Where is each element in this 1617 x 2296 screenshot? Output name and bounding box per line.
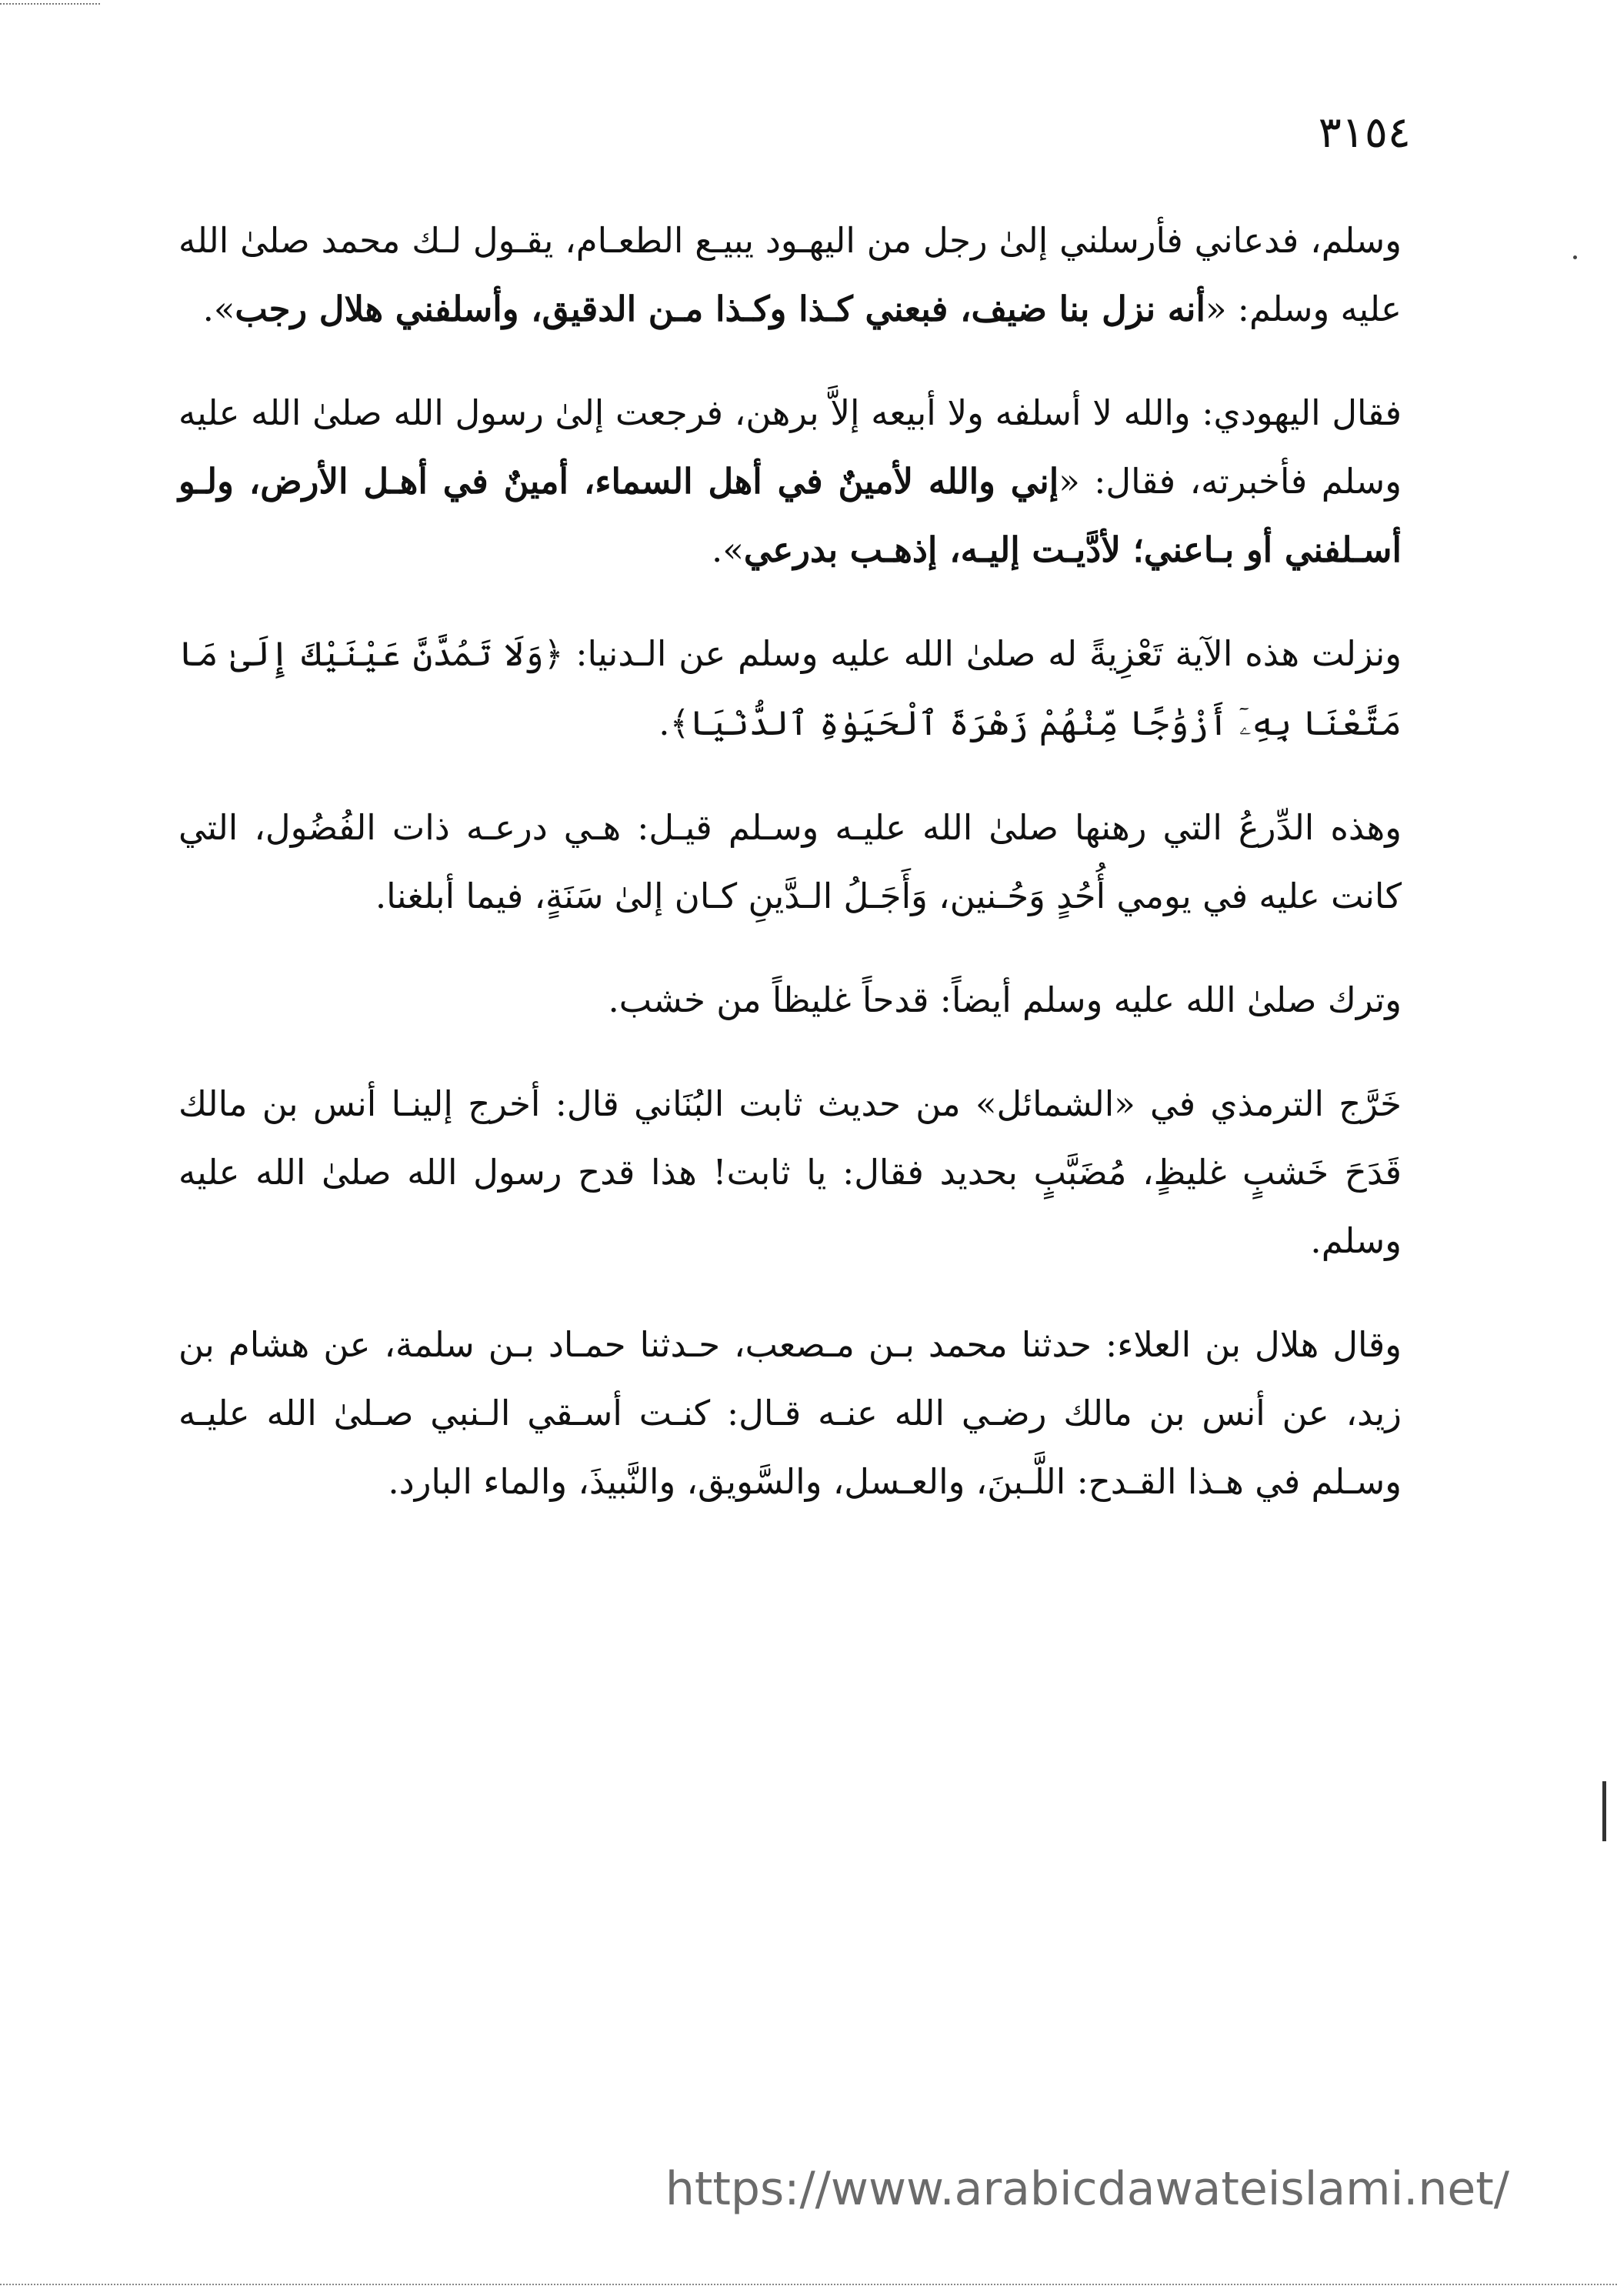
text-run: خَرَّج الترمذي في «الشمائل» من حديث ثابت البُنَاني قال: أخرج إلينـا أنس بن مالك قَدَحَ خَشبٍ غليظٍ، مُضَبَّبٍ بحديد فقال: يا ثابت! هذا قدح رسول الله صلىٰ الله عليه وسلم.: [178, 1083, 1402, 1261]
text-run: ».: [712, 529, 744, 570]
website-url: https://www.arabicdawateislami.net/: [665, 2162, 1509, 2216]
paragraph-6: [178, 1070, 1402, 1275]
text-run: .: [658, 702, 670, 743]
scan-top-rule: [0, 3, 100, 5]
text-run: وترك صلىٰ الله عليه وسلم أيضاً: قدحاً غليظاً من خشب.: [608, 979, 1402, 1020]
text-run: ونزلت هذه الآية تَعْزِيةً له صلىٰ الله عليه وسلم عن الـدنيا:: [563, 633, 1402, 674]
text-run: وسلم، فدعاني فأرسلني إلىٰ رجل من اليهـود يبيـع الطعـام، يقـول لـك محمد صلىٰ الله عليه وسلم: «: [178, 220, 1402, 329]
quran-verse: ﴿وَلَا تَمُدَّنَّ عَيْنَيْكَ إِلَىٰ مَا مَتَّعْنَا بِهِۦٓ أَزْوَٰجًا مِّنْهُمْ زَهْرَةَ ٱلْحَيَوٰةِ ٱلدُّنْيَا﴾: [178, 635, 1402, 743]
text-run: وقال هلال بن العلاء: حدثنا محمد بـن مـصعب، حـدثنا حمـاد بـن سلمة، عن هشام بن زيد، عن أنس بن مالك رضـي الله عنـه قـال: كنـت أسـقي الـنبي صـلىٰ الله عليـه وسـلم في هـذا القـدح: اللَّـبنَ، والعـسل، والسَّويق، والنَّبيذَ، والماء البارد.: [178, 1324, 1402, 1502]
paragraph-4: [178, 793, 1402, 930]
text-run: وهذه الدِّرعُ التي رهنها صلىٰ الله عليـه وسـلم قيـل: هـي درعـه ذات الفُضُول، التي كانت عليه في يومي أُحُدٍ وَحُـنين، وَأَجَـلُ الـدَّينِ كـان إلىٰ سَنَةٍ، فيما أبلغنا.: [178, 807, 1402, 916]
text-run: فقال اليهودي: والله لا أسلفه ولا أبيعه إلاَّ برهن، فرجعت إلىٰ رسول الله صلىٰ الله عليه وسلم فأخبرته، فقال: «: [178, 392, 1402, 502]
paragraph-1: [178, 206, 1402, 343]
paragraph-5: [178, 966, 1402, 1034]
page-number: ٣١٥٤: [1318, 108, 1411, 158]
scan-dot-mark: [1573, 255, 1577, 259]
hadith-quote: إني والله لأمينٌ في أهل السماء، أمينٌ في أهـل الأرض، ولـو أسـلفني أو بـاعني؛ لأدَّيـت إليـه، إذهـب بدرعي: [178, 461, 1402, 570]
body-text: [178, 206, 1402, 1551]
paragraph-3: [178, 619, 1402, 758]
paragraph-2: [178, 379, 1402, 584]
scan-edge-mark: [1602, 1781, 1606, 1841]
hadith-quote: أنه نزل بنا ضيف، فبعني كـذا وكـذا مـن الدقيق، وأسلفني هلال رجب: [235, 289, 1205, 329]
text-run: ».: [202, 289, 235, 329]
scan-bottom-rule: [0, 2284, 1617, 2288]
paragraph-7: [178, 1310, 1402, 1516]
